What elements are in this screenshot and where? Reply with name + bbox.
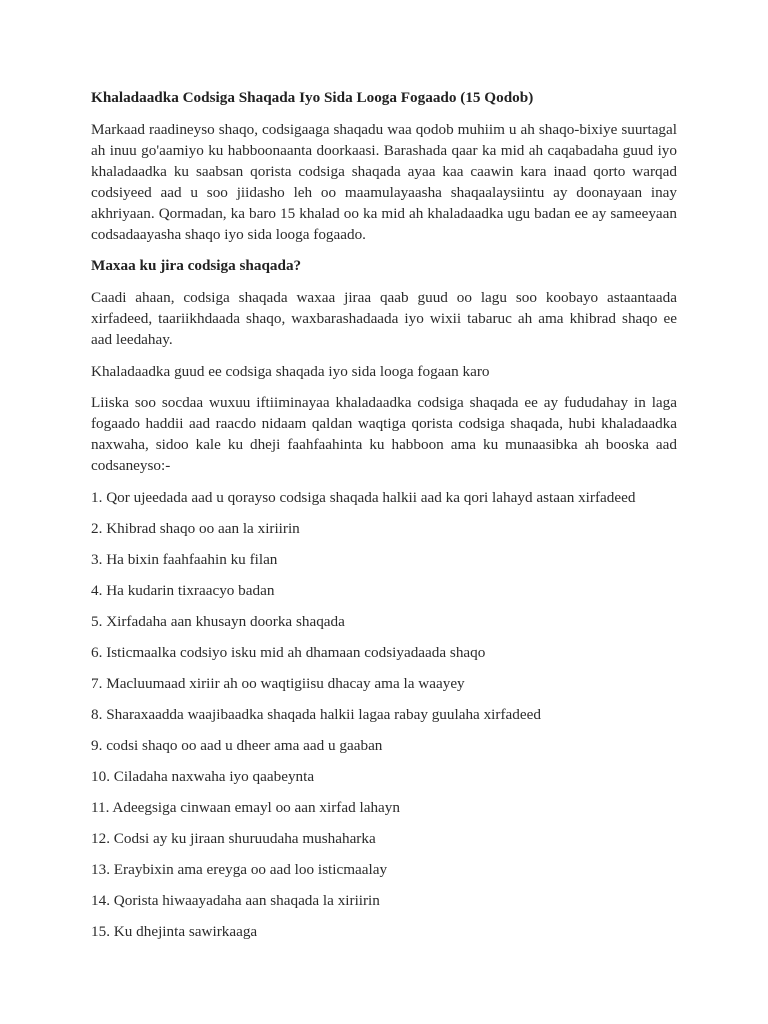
intro-paragraph: Markaad raadineyso shaqo, codsigaaga shaqadu waa qodob muhiim u ah shaqo-bixiye suurtagal ah inuu go'aamiyo ku habboonaanta doorkaasi. Barashada qaar ka mid ah caqabadaha guud iyo khaladaadka ku saabsan qorista codsiga shaqada ayaa kaa caawin kara inaad qorto warqad codsiyeed aad u soo jiidasho leh oo maamulayaasha shaqaalaysiintu ay doonayaan inay akhriyaan. Qormadan, ka baro 15 khalad oo ka mid ah khaladaadka ugu badan ee ay sameeyaan codsadaayasha shaqo iyo sida looga fogaado. xyxy=(91,121,677,243)
list-item: 14. Qorista hiwaayadaha aan shaqada la xiriirin xyxy=(91,892,380,909)
section-paragraph: Caadi ahaan, codsiga shaqada waxaa jiraa qaab guud oo lagu soo koobayo astaantaada xirfadeed, taariikhdaada shaqo, waxbarashadaada iyo wixii tabaruc ah ama khibrad shaqo ee aad leedahay. xyxy=(91,289,677,348)
list-item: 3. Ha bixin faahfaahin ku filan xyxy=(91,551,278,568)
list-item: 9. codsi shaqo oo aad u dheer ama aad u gaaban xyxy=(91,737,383,754)
list-intro-paragraph: Liiska soo socdaa wuxuu iftiiminayaa khaladaadka codsiga shaqada ee ay fududahay in laga fogaado haddii aad raacdo nidaam qaldan waqtiga qorista codsiga shaqada, hubi khaladaadka naxwaha, sidoo kale ku dheji faahfaahinta ku habboon ama ku munaasibka ah booska aad codsaneyso:- xyxy=(91,394,677,474)
list-item: 10. Ciladaha naxwaha iyo qaabeynta xyxy=(91,768,315,785)
list-item: 15. Ku dhejinta sawirkaaga xyxy=(91,923,258,940)
mistakes-list xyxy=(91,487,677,952)
document-page xyxy=(91,88,677,952)
list-item: 2. Khibrad shaqo oo aan la xiriirin xyxy=(91,520,300,537)
list-item: 11. Adeegsiga cinwaan emayl oo aan xirfad lahayn xyxy=(91,799,400,816)
list-item: 5. Xirfadaha aan khusayn doorka shaqada xyxy=(91,613,345,630)
list-item: 1. Qor ujeedada aad u qorayso codsiga shaqada halkii aad ka qori lahayd astaan xirfadeed xyxy=(91,489,636,506)
list-item: 13. Eraybixin ama ereyga oo aad loo isticmaalay xyxy=(91,861,388,878)
list-item: 6. Isticmaalka codsiyo isku mid ah dhamaan codsiyadaada shaqo xyxy=(91,644,486,661)
list-item: 12. Codsi ay ku jiraan shuruudaha mushaharka xyxy=(91,830,376,847)
list-item: 8. Sharaxaadda waajibaadka shaqada halkii lagaa rabay guulaha xirfadeed xyxy=(91,706,541,723)
list-item: 7. Macluumaad xiriir ah oo waqtigiisu dhacay ama la waayey xyxy=(91,675,465,692)
document-title: Khaladaadka Codsiga Shaqada Iyo Sida Looga Fogaado (15 Qodob) xyxy=(91,89,534,106)
subheading: Khaladaadka guud ee codsiga shaqada iyo sida looga fogaan karo xyxy=(91,363,490,380)
list-item: 4. Ha kudarin tixraacyo badan xyxy=(91,582,275,599)
section-heading: Maxaa ku jira codsiga shaqada? xyxy=(91,257,302,274)
